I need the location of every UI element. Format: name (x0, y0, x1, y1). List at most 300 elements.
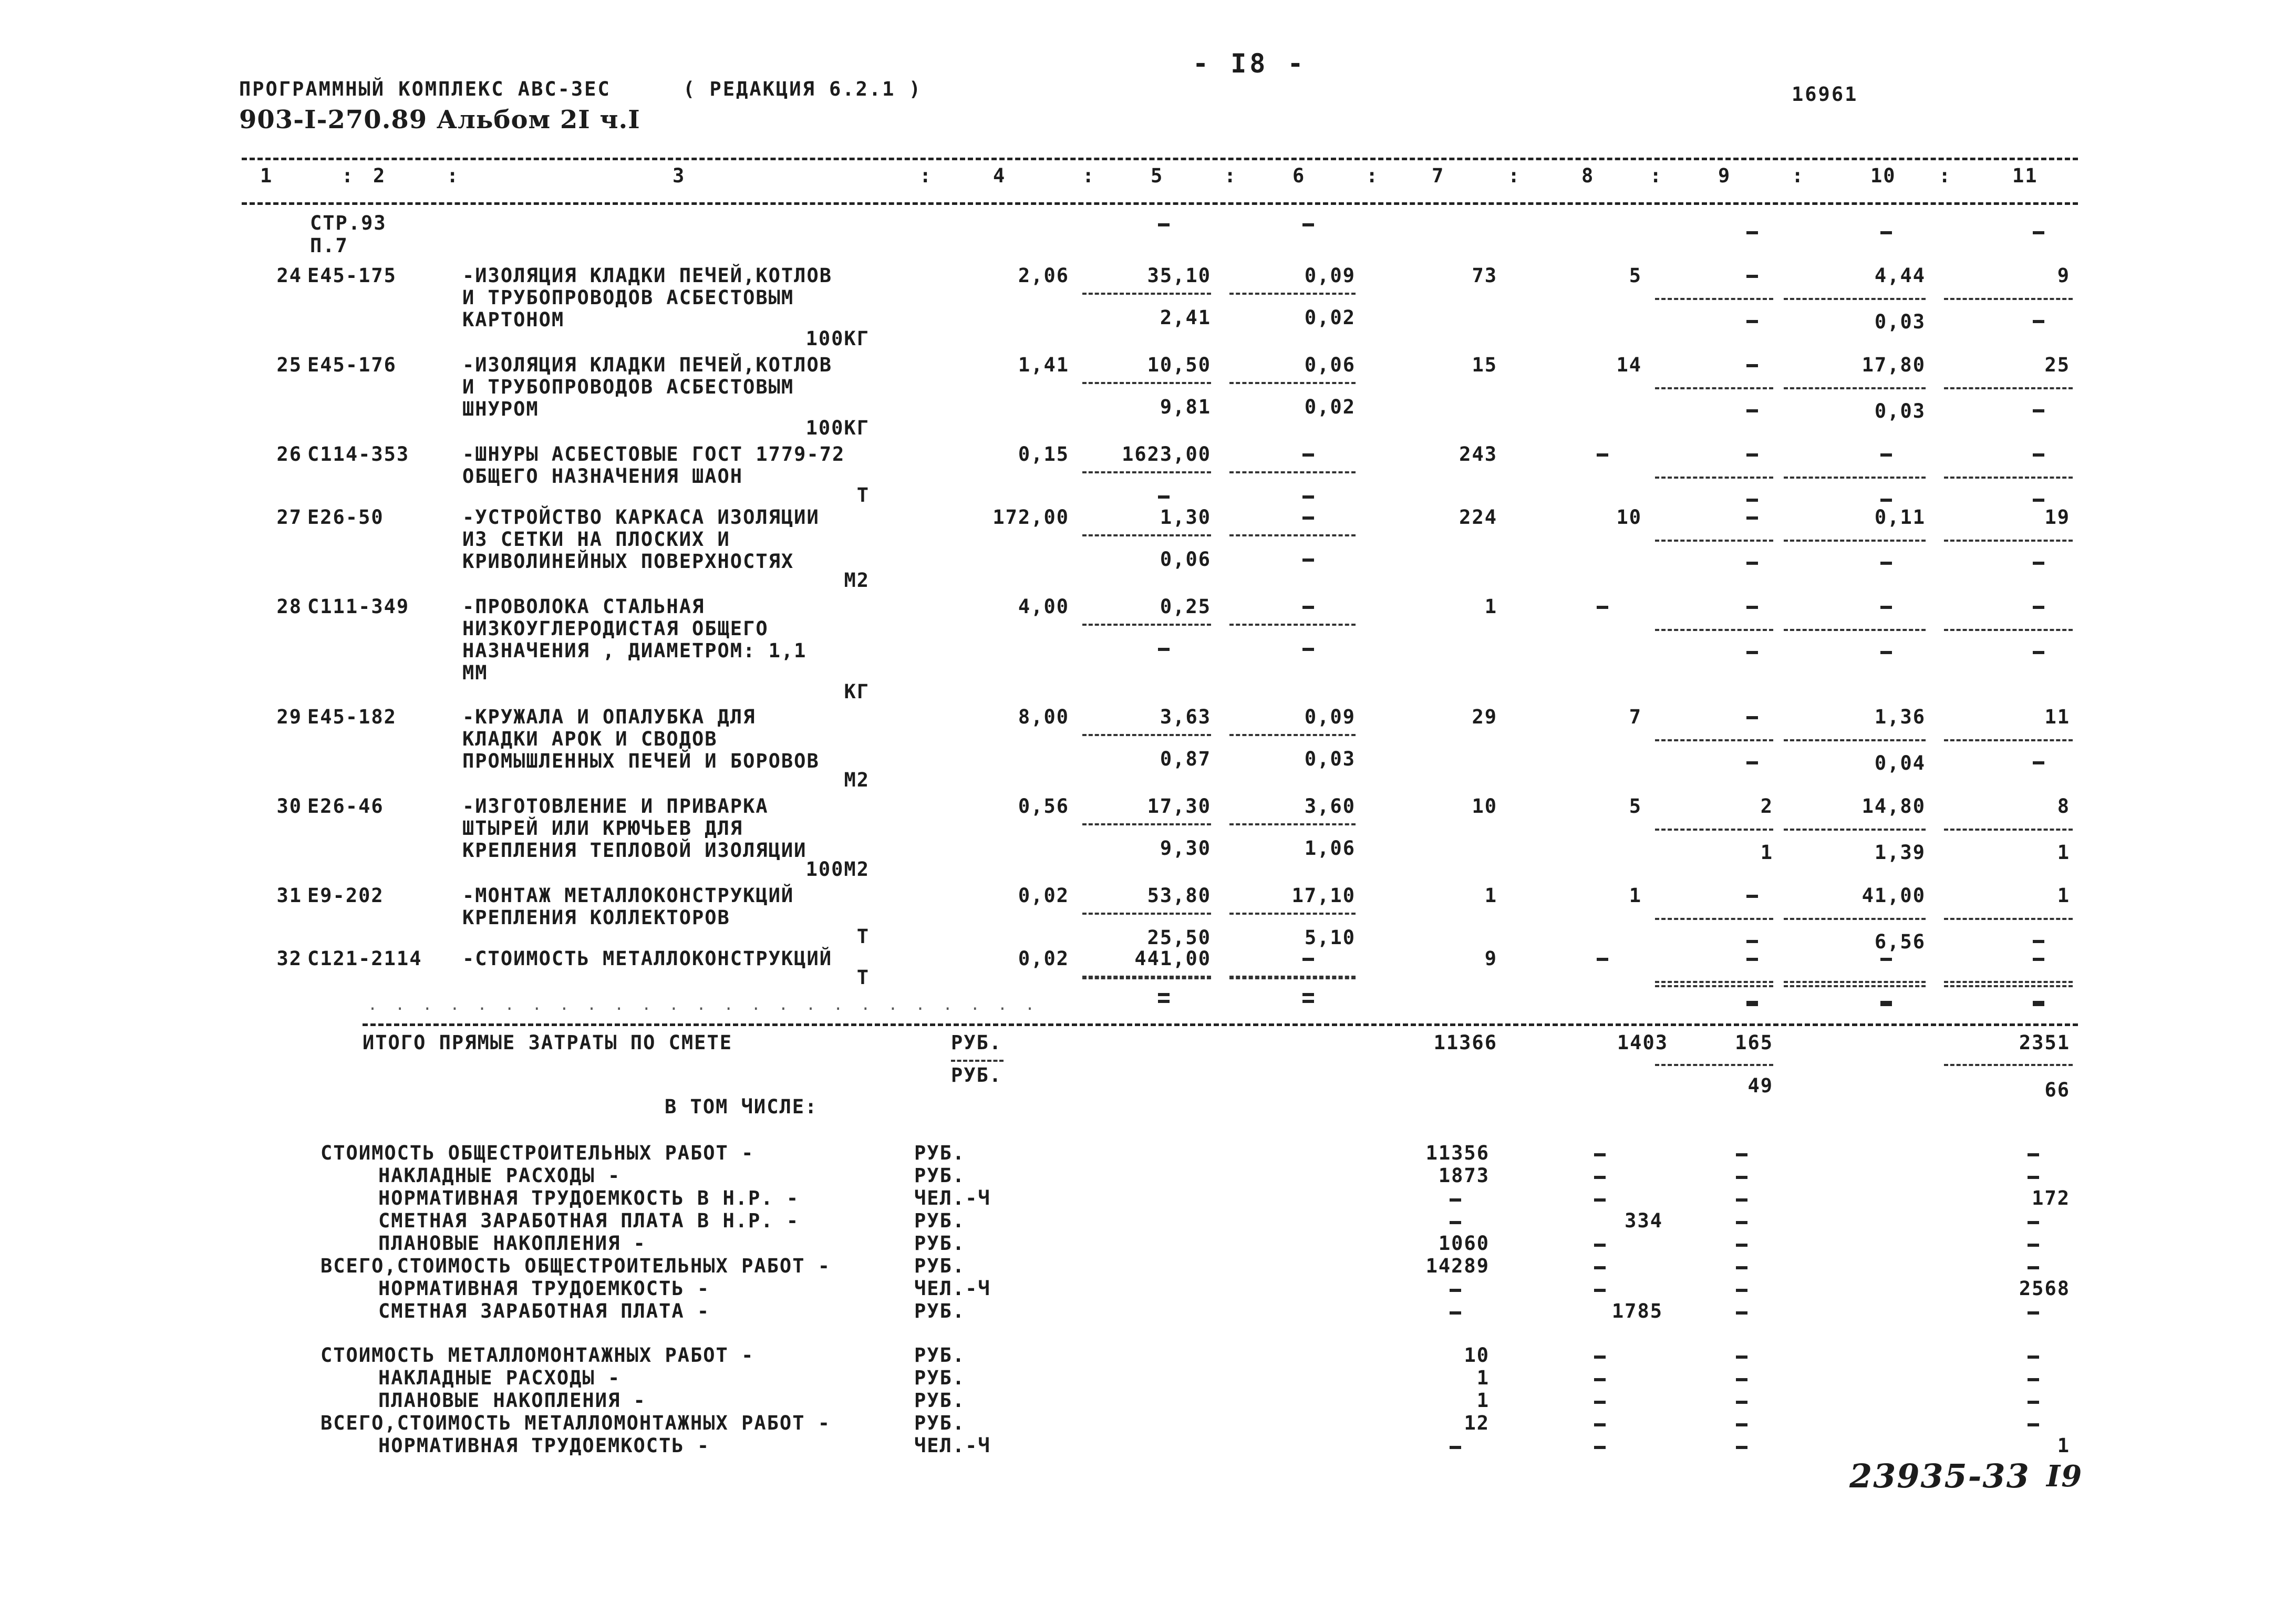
labor-hours-total: 9 (2057, 264, 2070, 287)
empty-cell-dash (1746, 940, 1758, 943)
unit-cost-total: 53,80 (1147, 884, 1211, 907)
cell-divider (1655, 1064, 1773, 1066)
empty-cell-dash (1450, 1198, 1461, 1202)
total-cost: 224 (1459, 506, 1497, 529)
cell-divider (1944, 477, 2073, 479)
item-description: -УСТРОЙСТВО КАРКАСА ИЗОЛЯЦИИ (462, 506, 820, 529)
cell-divider (1082, 913, 1211, 915)
machine-labor-secondary: 1 (1760, 841, 1773, 864)
empty-cell-dash (1736, 1311, 1747, 1315)
cell-divider (1784, 739, 1926, 741)
resource-code: Е45-182 (307, 706, 397, 728)
column-separator: : (1792, 164, 1805, 187)
reference-page: СТР.93 (310, 212, 387, 234)
empty-cell-dash (1746, 409, 1758, 412)
footer-stamp: 23935-33 (1849, 1457, 2030, 1495)
unit-machine-wage: 1,06 (1304, 837, 1356, 860)
labor-cost: 5 (1629, 264, 1642, 287)
empty-cell-dash (2033, 231, 2044, 234)
cell-divider (1944, 1064, 2073, 1066)
empty-cell-dash (1736, 1423, 1747, 1426)
column-header-6: 6 (1292, 164, 1306, 187)
item-description: НИЗКОУГЛЕРОДИСТАЯ ОБЩЕГО (462, 617, 769, 640)
empty-cell-dash (2028, 1311, 2039, 1315)
empty-cell-dash (1450, 1311, 1461, 1315)
unit-machine-wage: 0,02 (1304, 306, 1356, 329)
item-description: И ТРУБОПРОВОДОВ АСБЕСТОВЫМ (462, 376, 794, 398)
empty-cell-dash (1158, 495, 1170, 499)
empty-cell-dash (1594, 1153, 1606, 1156)
cell-divider (1655, 629, 1773, 631)
empty-cell-dash (1594, 1176, 1606, 1179)
unit-cost-machines: 3,60 (1304, 795, 1356, 818)
summary-total-cost: 12 (1464, 1412, 1490, 1434)
summary-unit: РУБ. (914, 1232, 966, 1255)
row-number: 27 (276, 506, 302, 529)
totals-unit: РУБ. (951, 1031, 1002, 1054)
item-description: -СТОИМОСТЬ МЕТАЛЛОКОНСТРУКЦИЙ (462, 947, 833, 970)
summary-unit: РУБ. (914, 1389, 966, 1412)
cell-divider (1229, 823, 1356, 825)
summary-unit: ЧЕЛ.-Ч (914, 1187, 991, 1209)
cell-divider (1655, 985, 1773, 987)
totals-machine-labor: 165 (1735, 1031, 1773, 1054)
item-description: КАРТОНОМ (462, 308, 565, 331)
cell-divider (1784, 829, 1926, 831)
empty-cell-dash (1746, 499, 1758, 502)
row-number: 26 (276, 443, 302, 465)
quantity-value: 2,06 (1018, 264, 1069, 287)
empty-cell-dash (2028, 1153, 2039, 1156)
totals-labor-cost: 1403 (1617, 1031, 1668, 1054)
column-header-7: 7 (1432, 164, 1445, 187)
unit-of-measure: 100КГ (805, 327, 870, 350)
empty-cell-dash (1746, 231, 1758, 234)
cell-divider (951, 1060, 1004, 1062)
summary-label: НОРМАТИВНАЯ ТРУДОЕМКОСТЬ В Н.Р. - (378, 1187, 800, 1209)
sheet-number: I9 (2046, 1459, 2083, 1494)
item-description: И ТРУБОПРОВОДОВ АСБЕСТОВЫМ (462, 286, 794, 309)
unit-of-measure: 100КГ (805, 417, 870, 439)
column-separator: : (1224, 164, 1237, 187)
summary-unit: РУБ. (914, 1300, 966, 1322)
item-description: -ПРОВОЛОКА СТАЛЬНАЯ (462, 595, 705, 618)
cell-divider (1944, 298, 2073, 300)
summary-unit: ЧЕЛ.-Ч (914, 1434, 991, 1457)
empty-cell-dash (1746, 562, 1758, 565)
empty-cell-dash (1594, 1198, 1606, 1202)
cell-divider (1655, 540, 1773, 542)
cell-divider (1655, 477, 1773, 479)
empty-cell-dash (2028, 1423, 2039, 1426)
column-header-9: 9 (1718, 164, 1731, 187)
page-number: - I8 - (1193, 48, 1307, 79)
item-description: ММ (462, 661, 488, 684)
summary-label: НАКЛАДНЫЕ РАСХОДЫ - (378, 1164, 621, 1187)
quantity-value: 8,00 (1018, 706, 1069, 728)
cell-divider (1655, 829, 1773, 831)
summary-total-cost: 1873 (1438, 1164, 1490, 1187)
column-header-5: 5 (1151, 164, 1164, 187)
summary-unit: РУБ. (914, 1209, 966, 1232)
unit-of-measure: Т (856, 966, 870, 989)
empty-cell-dash (1302, 223, 1314, 226)
cell-divider (1784, 540, 1926, 542)
labor-hours-secondary: 1,39 (1874, 841, 1926, 864)
cell-divider (1784, 629, 1926, 631)
document-number: 16961 (1792, 83, 1858, 106)
total-cost: 10 (1472, 795, 1497, 818)
resource-code: С111-349 (307, 595, 410, 618)
unit-wage: 2,41 (1160, 306, 1211, 329)
cell-divider (1655, 918, 1773, 920)
item-description: ШНУРОМ (462, 398, 539, 420)
empty-cell-dash (1880, 499, 1892, 502)
empty-cell-dash (1736, 1401, 1747, 1404)
column-separator: : (1366, 164, 1379, 187)
empty-cell-dash (2028, 1244, 2039, 1247)
quantity-value: 0,15 (1018, 443, 1069, 465)
totals-labor-hours: 2351 (2019, 1031, 2070, 1054)
empty-cell-dash (1880, 453, 1892, 457)
header-rule-bottom (242, 202, 2078, 205)
cell-divider (1229, 624, 1356, 626)
item-description: НАЗНАЧЕНИЯ , ДИАМЕТРОМ: 1,1 (462, 639, 807, 662)
resource-code: С121-2114 (307, 947, 422, 970)
empty-cell-dash (2033, 651, 2044, 654)
unit-cost-total: 1623,00 (1122, 443, 1211, 465)
summary-total-cost: 14289 (1425, 1255, 1490, 1277)
total-cost: 1 (1484, 595, 1497, 618)
empty-cell-dash (2028, 1401, 2039, 1404)
cell-divider (1655, 981, 1773, 983)
summary-unit: РУБ. (914, 1367, 966, 1389)
cell-divider (1082, 382, 1211, 384)
item-description: -КРУЖАЛА И ОПАЛУБКА ДЛЯ (462, 706, 756, 728)
row-number: 28 (276, 595, 302, 618)
empty-cell-dash (2033, 940, 2044, 943)
cell-divider (1229, 734, 1356, 736)
cell-divider (1082, 823, 1211, 825)
empty-cell-dash (1450, 1446, 1461, 1449)
empty-cell-dash (2033, 958, 2044, 961)
unit-of-measure: Т (856, 484, 870, 506)
summary-label: ПЛАНОВЫЕ НАКОПЛЕНИЯ - (378, 1389, 646, 1412)
empty-cell-dash (1736, 1153, 1747, 1156)
quantity-value: 172,00 (992, 506, 1069, 529)
totals-labor-hours-secondary: 66 (2044, 1079, 2070, 1101)
item-description: ИЗ СЕТКИ НА ПЛОСКИХ И (462, 528, 730, 551)
labor-hours-unit: 0,11 (1874, 506, 1926, 529)
resource-code: Е45-176 (307, 354, 397, 376)
cell-divider (1784, 387, 1926, 389)
summary-label: НАКЛАДНЫЕ РАСХОДЫ - (378, 1367, 621, 1389)
empty-cell-dash (2028, 1221, 2039, 1224)
totals-unit-secondary: РУБ. (951, 1064, 1002, 1087)
summary-label: НОРМАТИВНАЯ ТРУДОЕМКОСТЬ - (378, 1277, 710, 1300)
summary-total-cost: 1 (1476, 1389, 1490, 1412)
empty-cell-dash (1302, 495, 1314, 499)
resource-code: С114-353 (307, 443, 410, 465)
summary-total-cost: 10 (1464, 1344, 1490, 1367)
unit-cost-total: 3,63 (1160, 706, 1211, 728)
cell-divider (1784, 298, 1926, 300)
unit-machine-wage: 0,02 (1304, 396, 1356, 418)
total-cost: 29 (1472, 706, 1497, 728)
empty-cell-dash (1302, 453, 1314, 457)
empty-cell-dash (1594, 1289, 1606, 1292)
empty-cell-dash (1594, 1356, 1606, 1359)
resource-code: Е45-175 (307, 264, 397, 287)
summary-unit: ЧЕЛ.-Ч (914, 1277, 991, 1300)
cell-divider (1784, 985, 1926, 987)
unit-cost-total: 35,10 (1147, 264, 1211, 287)
column-separator: : (342, 164, 355, 187)
column-header-2: 2 (373, 164, 386, 187)
empty-cell-dash (1302, 958, 1314, 961)
item-description: -ИЗОЛЯЦИЯ КЛАДКИ ПЕЧЕЙ,КОТЛОВ (462, 264, 833, 287)
unit-cost-total: 0,25 (1160, 595, 1211, 618)
summary-label: СТОИМОСТЬ МЕТАЛЛОМОНТАЖНЫХ РАБОТ - (320, 1344, 754, 1367)
filler-dots: . . . . . . . . . . . . . . . . . . . . . . . . . (368, 996, 1039, 1014)
empty-cell-dash (1736, 1289, 1747, 1292)
empty-cell-dash (1594, 1446, 1606, 1449)
empty-cell-dash (1736, 1244, 1747, 1247)
cell-divider (1082, 534, 1211, 536)
total-cost: 1 (1484, 884, 1497, 907)
unit-cost-total: 10,50 (1147, 354, 1211, 376)
cell-divider (1944, 981, 2073, 983)
empty-cell-dash (1746, 320, 1758, 323)
total-cost: 9 (1484, 947, 1497, 970)
item-description: -ШНУРЫ АСБЕСТОВЫЕ ГОСТ 1779-72 (462, 443, 845, 465)
empty-cell-dash (2028, 1266, 2039, 1269)
row-number: 25 (276, 354, 302, 376)
empty-cell-dash (1880, 958, 1892, 961)
empty-cell-dash (2033, 761, 2044, 764)
empty-cell-dash (2033, 409, 2044, 412)
empty-cell-dash (2033, 606, 2044, 609)
unit-wage: 9,30 (1160, 837, 1211, 860)
unit-cost-machines: 0,09 (1304, 264, 1356, 287)
unit-wage: 0,06 (1160, 548, 1211, 571)
empty-cell-dash (1597, 958, 1608, 961)
machine-labor: 2 (1760, 795, 1773, 818)
including-label: В ТОМ ЧИСЛЕ: (665, 1095, 818, 1118)
summary-label: ВСЕГО,СТОИМОСТЬ МЕТАЛЛОМОНТАЖНЫХ РАБОТ - (320, 1412, 831, 1434)
summary-labor-hours: 172 (2032, 1187, 2070, 1209)
cell-divider (1944, 829, 2073, 831)
labor-cost: 5 (1629, 795, 1642, 818)
summary-total-cost: 11356 (1425, 1142, 1490, 1164)
cell-divider (1784, 477, 1926, 479)
empty-cell-dash (1736, 1378, 1747, 1381)
row-number: 32 (276, 947, 302, 970)
cell-divider (1082, 471, 1211, 473)
summary-unit: РУБ. (914, 1412, 966, 1434)
empty-cell-dash (2028, 1378, 2039, 1381)
cell-divider (1229, 534, 1356, 536)
summary-label: СТОИМОСТЬ ОБЩЕСТРОИТЕЛЬНЫХ РАБОТ - (320, 1142, 754, 1164)
unit-machine-wage: 5,10 (1304, 926, 1356, 949)
empty-cell-dash (1158, 223, 1170, 226)
row-number: 24 (276, 264, 302, 287)
empty-cell-dash (1450, 1221, 1461, 1224)
totals-rule (363, 1023, 2078, 1026)
empty-cell-dash (2033, 562, 2044, 565)
empty-cell-dash (1302, 993, 1314, 996)
summary-labor-cost: 334 (1625, 1209, 1663, 1232)
summary-label: СМЕТНАЯ ЗАРАБОТНАЯ ПЛАТА - (378, 1300, 710, 1322)
empty-cell-dash (1746, 606, 1758, 609)
row-number: 31 (276, 884, 302, 907)
summary-labor-cost: 1785 (1611, 1300, 1663, 1322)
cell-divider (1082, 293, 1211, 295)
column-separator: : (447, 164, 460, 187)
labor-hours-total-secondary: 1 (2057, 841, 2070, 864)
summary-unit: РУБ. (914, 1164, 966, 1187)
total-cost: 243 (1459, 443, 1497, 465)
labor-hours-secondary: 6,56 (1874, 930, 1926, 953)
empty-cell-dash (1158, 1000, 1170, 1003)
empty-cell-dash (1746, 761, 1758, 764)
cell-divider (1944, 387, 2073, 389)
unit-of-measure: М2 (844, 769, 870, 791)
empty-cell-dash (1880, 231, 1892, 234)
labor-cost: 10 (1616, 506, 1642, 529)
empty-cell-dash (1746, 895, 1758, 898)
labor-hours-secondary: 0,04 (1874, 752, 1926, 774)
empty-cell-dash (1880, 562, 1892, 565)
item-description: ПРОМЫШЛЕННЫХ ПЕЧЕЙ И БОРОВОВ (462, 750, 820, 772)
resource-code: Е26-50 (307, 506, 384, 529)
summary-total-cost: 1060 (1438, 1232, 1490, 1255)
unit-of-measure: КГ (844, 680, 870, 703)
cell-divider (1229, 913, 1356, 915)
labor-hours-unit: 4,44 (1874, 264, 1926, 287)
summary-label: НОРМАТИВНАЯ ТРУДОЕМКОСТЬ - (378, 1434, 710, 1457)
cell-divider (1082, 734, 1211, 736)
empty-cell-dash (1746, 453, 1758, 457)
unit-of-measure: М2 (844, 569, 870, 592)
labor-hours-unit: 1,36 (1874, 706, 1926, 728)
item-description: ШТЫРЕЙ ИЛИ КРЮЧЬЕВ ДЛЯ (462, 817, 743, 840)
unit-cost-total: 1,30 (1160, 506, 1211, 529)
labor-hours-total: 8 (2057, 795, 2070, 818)
totals-total-cost: 11366 (1433, 1031, 1497, 1054)
column-separator: : (1508, 164, 1521, 187)
empty-cell-dash (1746, 275, 1758, 278)
empty-cell-dash (1736, 1446, 1747, 1449)
labor-hours-unit: 41,00 (1861, 884, 1926, 907)
total-cost: 15 (1472, 354, 1497, 376)
resource-code: Е9-202 (307, 884, 384, 907)
summary-unit: РУБ. (914, 1142, 966, 1164)
cell-divider (1655, 739, 1773, 741)
labor-hours-unit: 17,80 (1861, 354, 1926, 376)
empty-cell-dash (1736, 1356, 1747, 1359)
empty-cell-dash (1302, 558, 1314, 562)
empty-cell-dash (1302, 606, 1314, 609)
edition-label: ( РЕДАКЦИЯ 6.2.1 ) (683, 78, 922, 100)
cell-divider (1229, 977, 1356, 979)
empty-cell-dash (2033, 1001, 2044, 1004)
cell-divider (1784, 981, 1926, 983)
empty-cell-dash (1302, 516, 1314, 520)
empty-cell-dash (1746, 651, 1758, 654)
unit-cost-machines: 17,10 (1291, 884, 1356, 907)
item-description: -ИЗГОТОВЛЕНИЕ И ПРИВАРКА (462, 795, 769, 818)
empty-cell-dash (1597, 453, 1608, 457)
empty-cell-dash (2028, 1176, 2039, 1179)
row-number: 29 (276, 706, 302, 728)
unit-of-measure: Т (856, 925, 870, 948)
quantity-value: 0,02 (1018, 884, 1069, 907)
item-description: КЛАДКИ АРОК И СВОДОВ (462, 728, 718, 750)
summary-labor-hours: 2568 (2019, 1277, 2070, 1300)
empty-cell-dash (1736, 1176, 1747, 1179)
empty-cell-dash (1158, 648, 1170, 651)
cell-divider (1229, 293, 1356, 295)
unit-machine-wage: 0,03 (1304, 748, 1356, 770)
item-description: КРЕПЛЕНИЯ КОЛЛЕКТОРОВ (462, 906, 730, 929)
empty-cell-dash (1594, 1378, 1606, 1381)
program-title: ПРОГРАММНЫЙ КОМПЛЕКС АВС-ЗЕС (239, 78, 611, 100)
empty-cell-dash (1736, 1198, 1747, 1202)
unit-cost-total: 17,30 (1147, 795, 1211, 818)
column-separator: : (1082, 164, 1095, 187)
labor-hours-secondary: 0,03 (1874, 311, 1926, 333)
cell-divider (1944, 739, 2073, 741)
unit-wage: 0,87 (1160, 748, 1211, 770)
empty-cell-dash (1450, 1289, 1461, 1292)
empty-cell-dash (2028, 1356, 2039, 1359)
cell-divider (1944, 540, 2073, 542)
summary-labor-hours: 1 (2057, 1434, 2070, 1457)
cell-divider (1229, 382, 1356, 384)
empty-cell-dash (1746, 716, 1758, 719)
item-description: КРЕПЛЕНИЯ ТЕПЛОВОЙ ИЗОЛЯЦИИ (462, 839, 807, 862)
empty-cell-dash (1594, 1423, 1606, 1426)
empty-cell-dash (1158, 993, 1170, 996)
quantity-value: 4,00 (1018, 595, 1069, 618)
labor-hours-total: 25 (2044, 354, 2070, 376)
item-description: КРИВОЛИНЕЙНЫХ ПОВЕРХНОСТЯХ (462, 550, 794, 573)
row-number: 30 (276, 795, 302, 818)
unit-cost-total: 441,00 (1134, 947, 1211, 970)
labor-hours-total: 1 (2057, 884, 2070, 907)
resource-code: Е26-46 (307, 795, 384, 818)
column-header-10: 10 (1870, 164, 1896, 187)
cell-divider (1944, 918, 2073, 920)
empty-cell-dash (2033, 320, 2044, 323)
empty-cell-dash (1594, 1266, 1606, 1269)
unit-of-measure: 100М2 (805, 858, 870, 881)
unit-cost-machines: 0,06 (1304, 354, 1356, 376)
empty-cell-dash (1746, 364, 1758, 367)
empty-cell-dash (1597, 606, 1608, 609)
summary-total-cost: 1 (1476, 1367, 1490, 1389)
column-header-11: 11 (2012, 164, 2038, 187)
summary-unit: РУБ. (914, 1344, 966, 1367)
quantity-value: 0,02 (1018, 947, 1069, 970)
empty-cell-dash (1302, 1000, 1314, 1003)
column-header-4: 4 (993, 164, 1006, 187)
column-header-1: 1 (260, 164, 273, 187)
totals-machine-labor-secondary: 49 (1747, 1074, 1773, 1097)
empty-cell-dash (1594, 1244, 1606, 1247)
column-separator: : (1939, 164, 1952, 187)
